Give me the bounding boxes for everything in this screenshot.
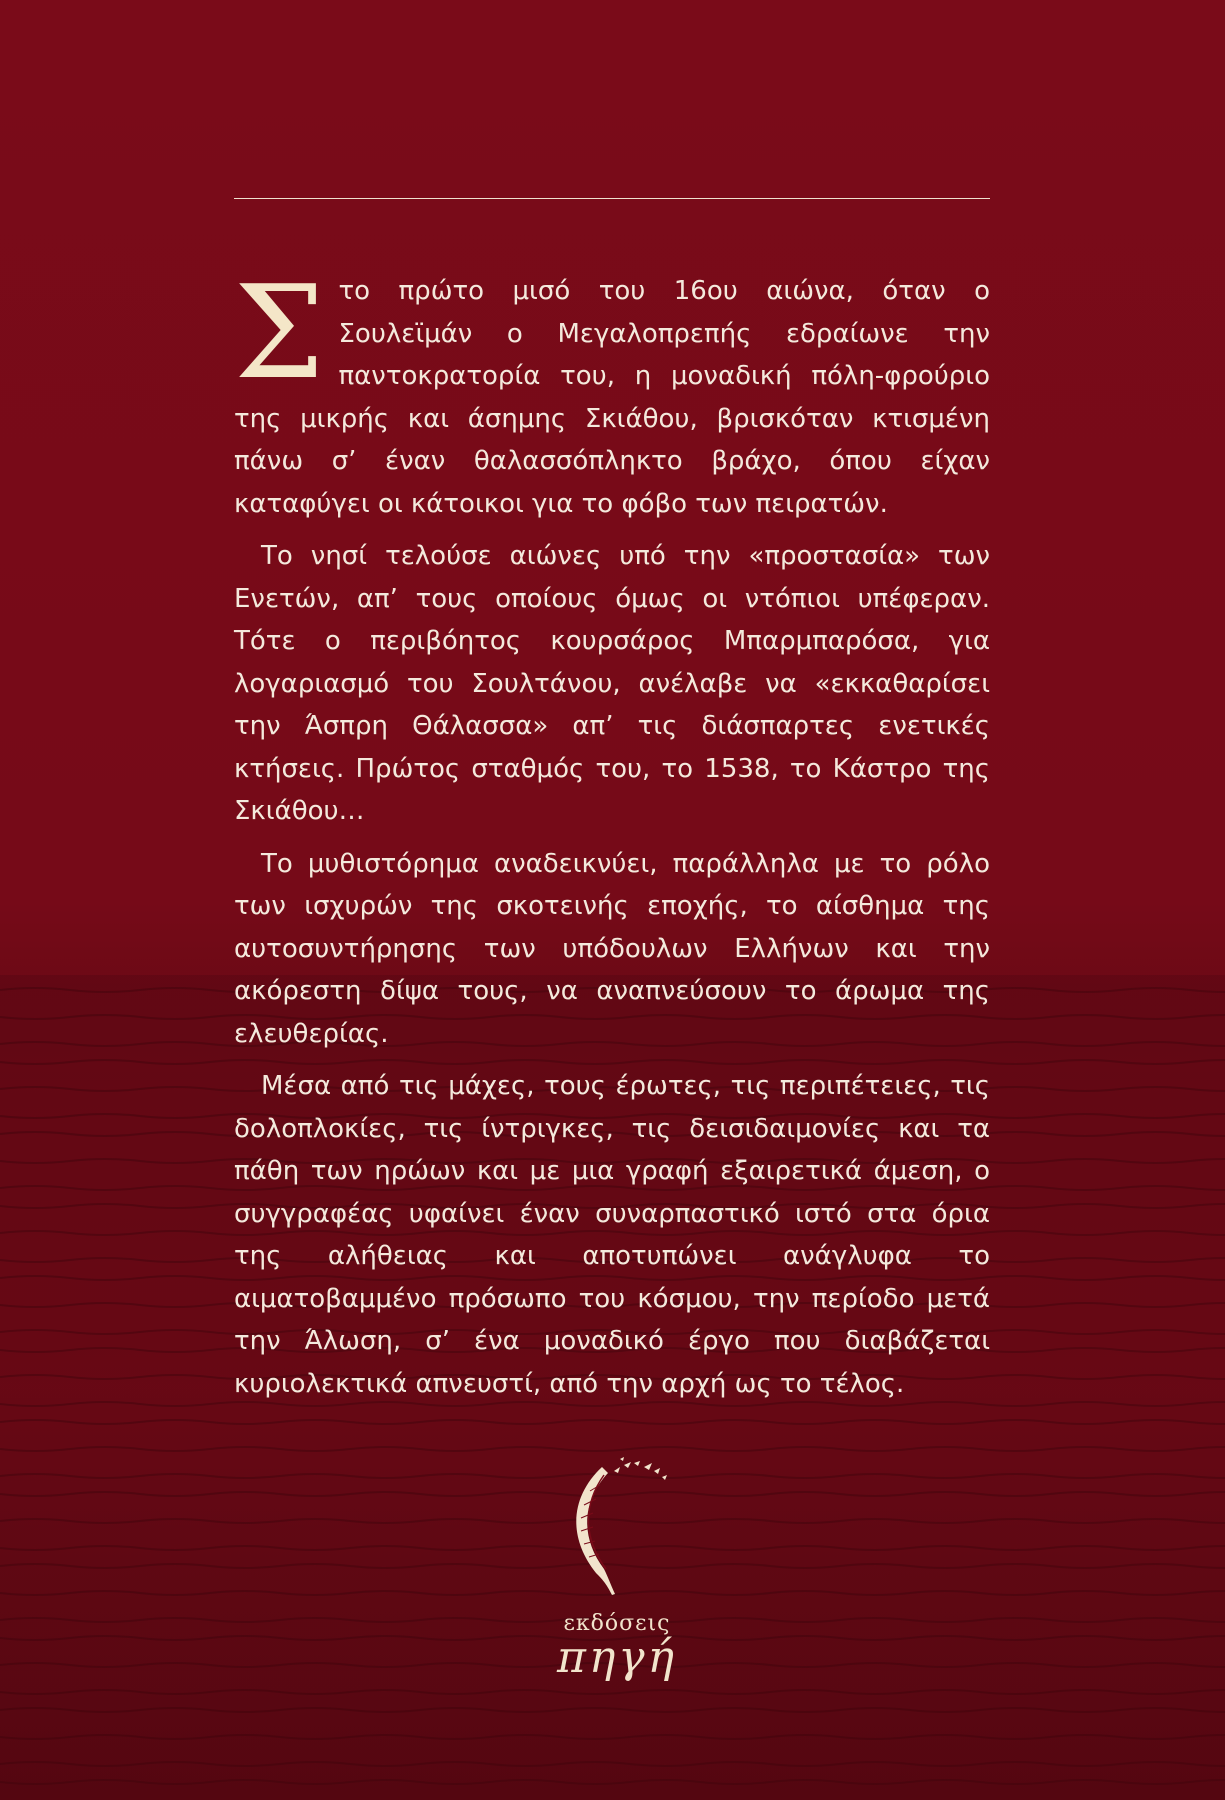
publisher-line-1: εκδόσεις [563,1611,671,1636]
paragraph-3: Το μυθιστόρημα αναδεικνύει, παράλληλα με το ρόλο των ισχυρών της σκοτεινής εποχής, το αίσθημα της αυτοσυντήρησης των υπόδουλων Ελλήνων και την ακόρεστη δίψα τους, να αναπνεύσουν το άρωμα της ελευθερίας. [234,848,990,1049]
paragraph-2: Το νησί τελούσε αιώνες υπό την «προστασία» των Ενετών, απ’ τους οποίους όμως οι ντόπιοι υπέφεραν. Τότε ο περιβόητος κουρσάρος Μπαρμπαρόσα, για λογαριασμό του Σουλτάνου, ανέλαβε να «εκκαθαρίσει την Άσπρη Θάλασσα» απ’ τις διάσπαρτες ενετικές κτήσεις. Πρώτος σταθμός του, το 1538, το Κάστρο της Σκιάθου… [234,541,990,826]
publisher-name: πηγή [557,1632,677,1683]
feather-with-birds-icon [562,1455,672,1605]
paragraph-1-text: το πρώτο μισό του 16ου αιώνα, όταν ο Σουλεϊμάν ο Μεγαλοπρεπής εδραίωνε την παντοκρατορία του, η μοναδική πόλη-φρούριο της μικρής και άσημης Σκιάθου, βρισκόταν κτισμένη πάνω σ’ έναν θαλασσόπληκτο βράχο, όπου είχαν καταφύγει οι κάτοικοι για το φόβο των πειρατών. [234,276,990,519]
paragraph-1 [234,259,990,525]
blurb-text [234,259,990,1405]
top-divider-line [234,198,990,199]
drop-cap: Σ [234,259,325,408]
paragraph-4: Μέσα από τις μάχες, τους έρωτες, τις περιπέτειες, τις δολοπλοκίες, τις ίντριγκες, τις δεισιδαιμονίες και τα πάθη των ηρώων και με μια γραφή εξαιρετικά άμεση, ο συγγραφέας υφαίνει έναν συναρπαστικό ιστό στα όρια της αλήθειας και αποτυπώνει ανάγλυφα το αιματοβαμμένο πρόσωπο του κόσμου, την περίοδο μετά την Άλωση, σ’ ένα μοναδικό έργο που διαβάζεται κυριολεκτικά απνευστί, από την αρχή ως το τέλος. [234,1071,990,1399]
publisher-logo [512,1455,722,1683]
